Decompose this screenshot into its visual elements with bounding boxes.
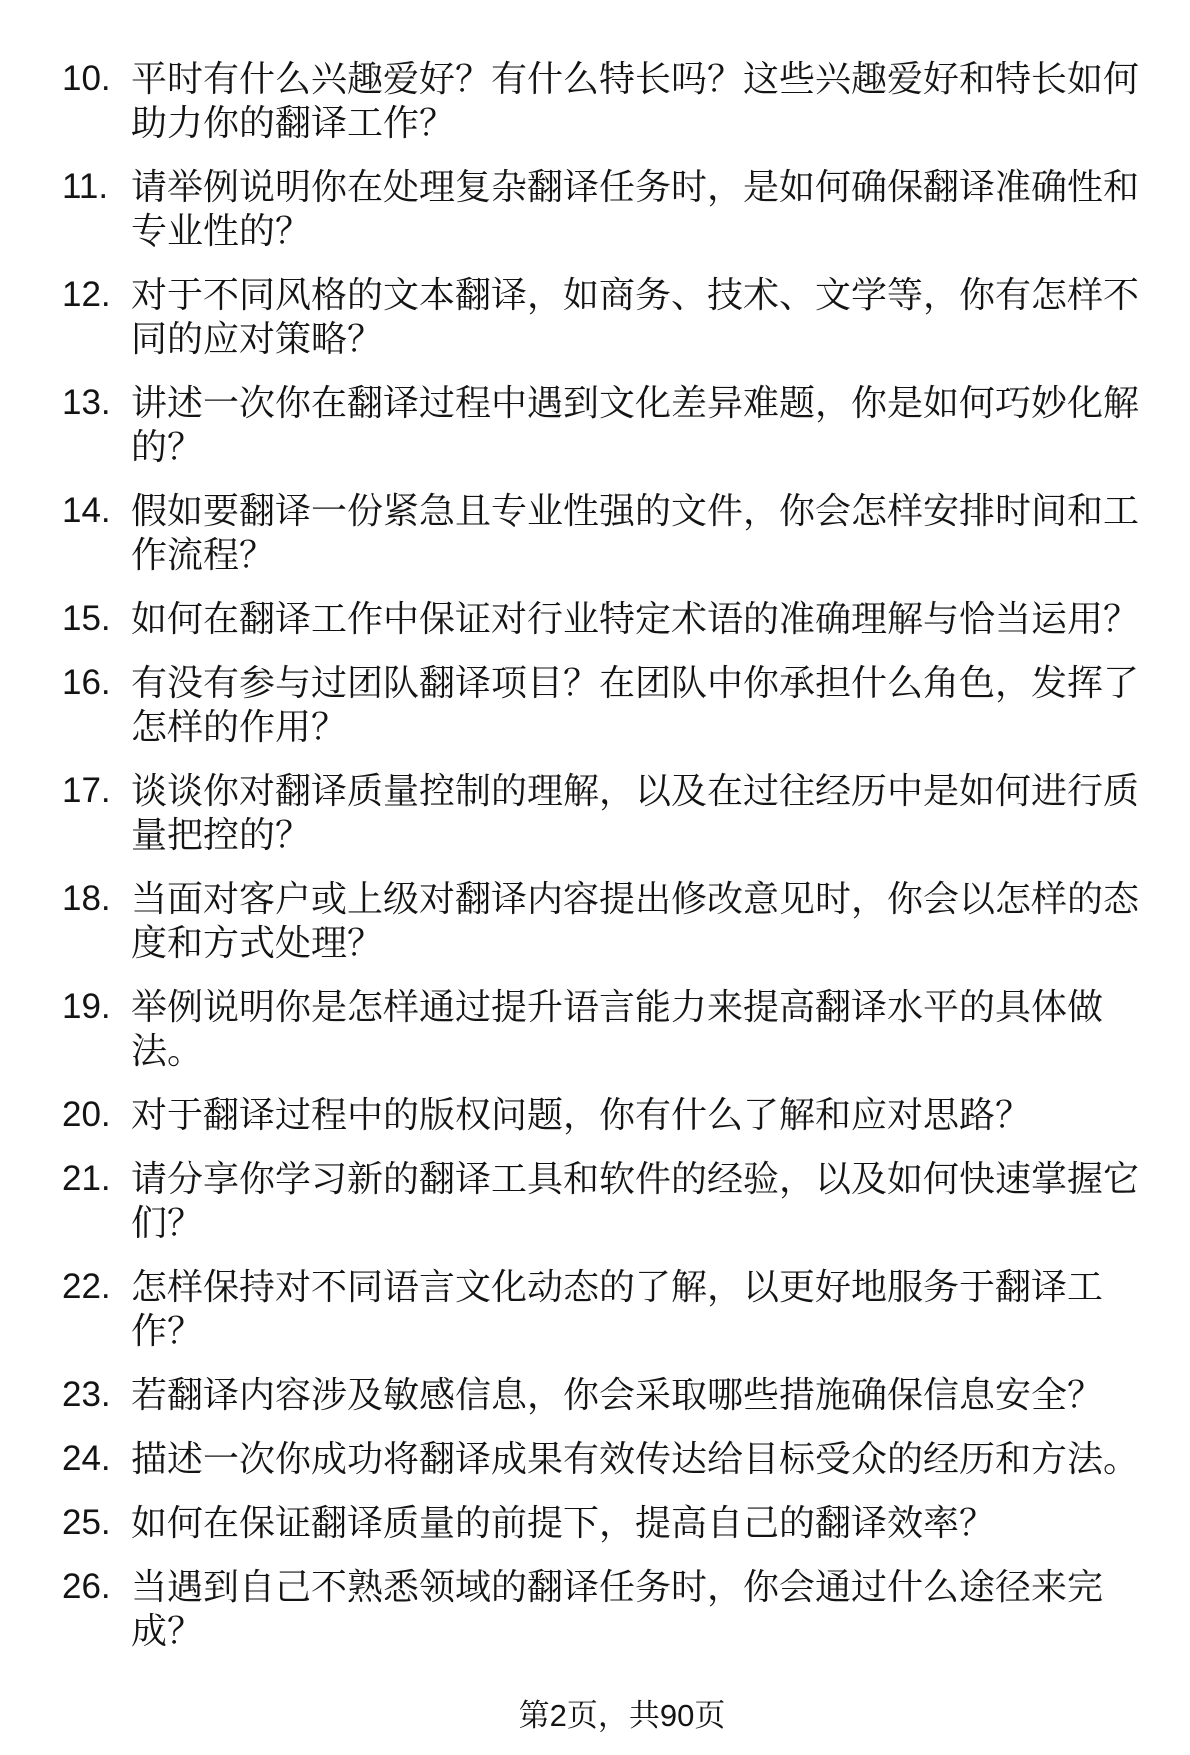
question-item	[62, 1265, 1152, 1353]
question-number: 24.	[62, 1439, 111, 1478]
question-number: 26.	[62, 1567, 111, 1606]
question-number: 15.	[62, 599, 111, 638]
question-text: 举例说明你是怎样通过提升语言能力来提高翻译水平的具体做法。	[131, 986, 1104, 1071]
question-number: 12.	[62, 275, 111, 314]
question-item	[62, 1373, 1152, 1417]
question-text: 讲述一次你在翻译过程中遇到文化差异难题，你是如何巧妙化解的？	[131, 382, 1140, 467]
question-item	[62, 985, 1152, 1073]
question-number: 18.	[62, 879, 111, 918]
question-number: 13.	[62, 383, 111, 422]
question-item	[62, 1093, 1152, 1137]
question-item	[62, 381, 1152, 469]
question-item	[62, 165, 1152, 253]
question-text: 对于翻译过程中的版权问题，你有什么了解和应对思路？	[131, 1094, 1032, 1135]
question-text: 对于不同风格的文本翻译，如商务、技术、文学等，你有怎样不同的应对策略？	[131, 274, 1140, 359]
question-item	[62, 661, 1152, 749]
question-number: 10.	[62, 59, 111, 98]
question-item	[62, 489, 1152, 577]
question-item	[62, 57, 1152, 145]
page-footer: 第2页，共90页	[518, 1698, 726, 1733]
question-item	[62, 1501, 1152, 1545]
question-number: 17.	[62, 771, 111, 810]
question-number: 25.	[62, 1503, 111, 1542]
question-text: 怎样保持对不同语言文化动态的了解，以更好地服务于翻译工作？	[131, 1266, 1104, 1351]
question-text: 描述一次你成功将翻译成果有效传达给目标受众的经历和方法。	[131, 1438, 1140, 1479]
question-number: 16.	[62, 663, 111, 702]
question-number: 22.	[62, 1267, 111, 1306]
question-number: 14.	[62, 491, 111, 530]
question-number: 23.	[62, 1375, 111, 1414]
question-text: 假如要翻译一份紧急且专业性强的文件，你会怎样安排时间和工作流程？	[131, 490, 1140, 575]
question-text: 请分享你学习新的翻译工具和软件的经验，以及如何快速掌握它们？	[131, 1158, 1140, 1243]
question-item	[62, 769, 1152, 857]
question-text: 请举例说明你在处理复杂翻译任务时，是如何确保翻译准确性和专业性的？	[131, 166, 1140, 251]
question-item	[62, 1157, 1152, 1245]
question-item	[62, 877, 1152, 965]
question-text: 当遇到自己不熟悉领域的翻译任务时，你会通过什么途径来完成？	[131, 1566, 1104, 1651]
question-text: 谈谈你对翻译质量控制的理解，以及在过往经历中是如何进行质量把控的？	[131, 770, 1140, 855]
question-number: 19.	[62, 987, 111, 1026]
question-text: 如何在保证翻译质量的前提下，提高自己的翻译效率？	[131, 1502, 996, 1543]
question-text: 若翻译内容涉及敏感信息，你会采取哪些措施确保信息安全？	[131, 1374, 1104, 1415]
question-list	[62, 57, 1152, 1673]
question-text: 有没有参与过团队翻译项目？在团队中你承担什么角色，发挥了怎样的作用？	[131, 662, 1140, 747]
question-number: 11.	[62, 167, 109, 206]
question-text: 如何在翻译工作中保证对行业特定术语的准确理解与恰当运用？	[131, 598, 1140, 639]
question-item	[62, 273, 1152, 361]
question-number: 21.	[62, 1159, 111, 1198]
question-text: 平时有什么兴趣爱好？有什么特长吗？这些兴趣爱好和特长如何助力你的翻译工作？	[131, 58, 1140, 143]
question-item	[62, 1565, 1152, 1653]
question-text: 当面对客户或上级对翻译内容提出修改意见时，你会以怎样的态度和方式处理？	[131, 878, 1140, 963]
question-number: 20.	[62, 1095, 111, 1134]
question-item	[62, 597, 1152, 641]
question-item	[62, 1437, 1152, 1481]
